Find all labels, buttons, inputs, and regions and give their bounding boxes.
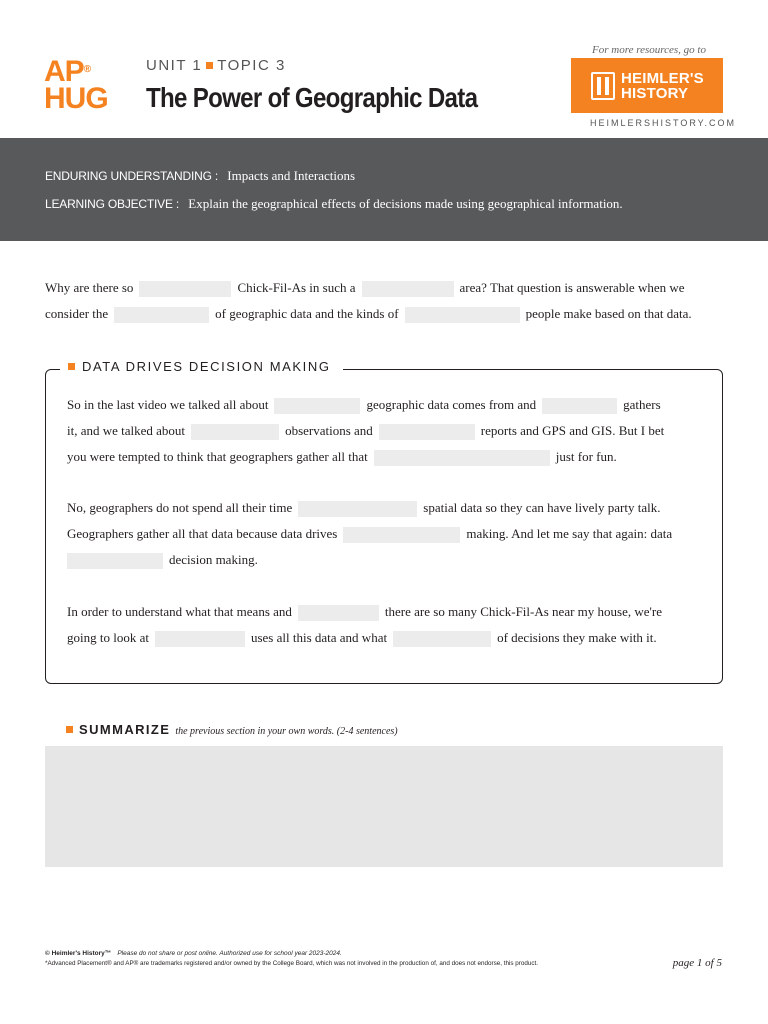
objectives-band bbox=[0, 138, 768, 241]
fill-in-blank[interactable] bbox=[67, 553, 163, 569]
page-title: The Power of Geographic Data bbox=[146, 82, 478, 113]
fill-in-blank[interactable] bbox=[379, 424, 475, 440]
fill-in-blank[interactable] bbox=[542, 398, 617, 414]
brand-line1: HEIMLER'S bbox=[621, 69, 704, 87]
logo-ap-text: AP bbox=[44, 55, 84, 88]
enduring-understanding-row bbox=[45, 168, 355, 184]
section-heading-text: DATA DRIVES DECISION MAKING bbox=[82, 359, 331, 374]
section-text: there are so many Chick-Fil-As near my house, we're bbox=[384, 604, 662, 619]
fill-in-blank[interactable] bbox=[374, 450, 550, 466]
summary-writing-area[interactable] bbox=[45, 746, 723, 867]
section-line bbox=[67, 526, 672, 543]
heading-square-icon bbox=[66, 726, 73, 733]
fill-in-blank[interactable] bbox=[298, 501, 417, 517]
summarize-heading bbox=[66, 721, 398, 739]
brand-name bbox=[621, 71, 704, 101]
brand-h-icon bbox=[591, 72, 615, 100]
logo-registered-mark: ® bbox=[83, 64, 91, 75]
section-text: geographic data comes from and bbox=[366, 397, 537, 412]
intro-text: Why are there so bbox=[45, 280, 134, 295]
brand-line2: HISTORY bbox=[621, 84, 689, 102]
unit-topic-line bbox=[146, 57, 286, 74]
footer-copyright: © Heimler's History™ bbox=[45, 950, 112, 957]
fill-in-blank[interactable] bbox=[139, 281, 231, 297]
section-line bbox=[67, 500, 660, 517]
section-text: of decisions they make with it. bbox=[497, 630, 657, 645]
section-text: making. And let me say that again: data bbox=[466, 526, 673, 541]
summarize-label: SUMMARIZE bbox=[79, 722, 171, 737]
section-text: just for fun. bbox=[555, 449, 617, 464]
intro-text: consider the bbox=[45, 306, 109, 321]
fill-in-blank[interactable] bbox=[362, 281, 454, 297]
section-text: So in the last video we talked all about bbox=[67, 397, 269, 412]
heading-square-icon bbox=[68, 363, 75, 370]
section-line bbox=[67, 449, 617, 466]
fill-in-blank[interactable] bbox=[155, 631, 245, 647]
fill-in-blank[interactable] bbox=[393, 631, 491, 647]
intro-text: of geographic data and the kinds of bbox=[215, 306, 399, 321]
section-text: reports and GPS and GIS. But I bet bbox=[480, 423, 665, 438]
logo-hug-text: HUG bbox=[44, 82, 108, 115]
learning-objective-label: LEARNING OBJECTIVE : bbox=[45, 197, 180, 211]
unit-label: UNIT 1 bbox=[146, 57, 203, 74]
section-line bbox=[67, 604, 662, 621]
footer-trademark: *Advanced Placement® and AP® are trademarks registered and/or owned by the College Board, which was not involved in the production of, and does not endorse, this product. bbox=[45, 960, 539, 967]
topic-label: TOPIC 3 bbox=[217, 57, 286, 74]
resources-note: For more resources, go to bbox=[592, 44, 706, 56]
section-text: gathers bbox=[623, 397, 661, 412]
learning-objective-text: Explain the geographical effects of decisions made using geographical information. bbox=[188, 196, 623, 211]
section-text: observations and bbox=[285, 423, 373, 438]
intro-text: area? That question is answerable when we bbox=[459, 280, 685, 295]
enduring-understanding-label: ENDURING UNDERSTANDING : bbox=[45, 169, 218, 183]
section-text: Geographers gather all that data because data drives bbox=[67, 526, 338, 541]
intro-line-1 bbox=[45, 280, 685, 297]
section-text: uses all this data and what bbox=[250, 630, 388, 645]
separator-square-icon bbox=[206, 62, 213, 69]
intro-text: people make based on that data. bbox=[525, 306, 692, 321]
fill-in-blank[interactable] bbox=[114, 307, 209, 323]
learning-objective-row bbox=[45, 196, 623, 212]
section-line bbox=[67, 423, 664, 440]
heimlers-history-logo[interactable] bbox=[571, 58, 723, 113]
section-line bbox=[67, 397, 661, 414]
footer-notice: Please do not share or post online. Authorized use for school year 2023-2024. bbox=[117, 950, 342, 957]
section-text: you were tempted to think that geographers gather all that bbox=[67, 449, 368, 464]
intro-text: Chick-Fil-As in such a bbox=[237, 280, 356, 295]
fill-in-blank[interactable] bbox=[191, 424, 279, 440]
section-text: decision making. bbox=[169, 552, 258, 567]
fill-in-blank[interactable] bbox=[274, 398, 360, 414]
page-number: page 1 of 5 bbox=[672, 957, 722, 969]
section-text: going to look at bbox=[67, 630, 149, 645]
section-line bbox=[67, 630, 657, 647]
fill-in-blank[interactable] bbox=[343, 527, 460, 543]
enduring-understanding-text: Impacts and Interactions bbox=[227, 168, 356, 183]
section-heading bbox=[60, 359, 343, 374]
summarize-instructions: the previous section in your own words. (2-4 sentences) bbox=[175, 726, 398, 737]
section-text: No, geographers do not spend all their time bbox=[67, 500, 293, 515]
intro-line-2 bbox=[45, 306, 692, 323]
brand-url-link[interactable]: HEIMLERSHISTORY.COM bbox=[590, 118, 737, 128]
section-text: it, and we talked about bbox=[67, 423, 186, 438]
section-line bbox=[67, 552, 258, 569]
section-text: spatial data so they can have lively party talk. bbox=[423, 500, 661, 515]
fill-in-blank[interactable] bbox=[298, 605, 379, 621]
ap-hug-logo bbox=[44, 55, 124, 115]
fill-in-blank[interactable] bbox=[405, 307, 520, 323]
section-text: In order to understand what that means and bbox=[67, 604, 292, 619]
footer-copyright-line bbox=[45, 950, 342, 957]
